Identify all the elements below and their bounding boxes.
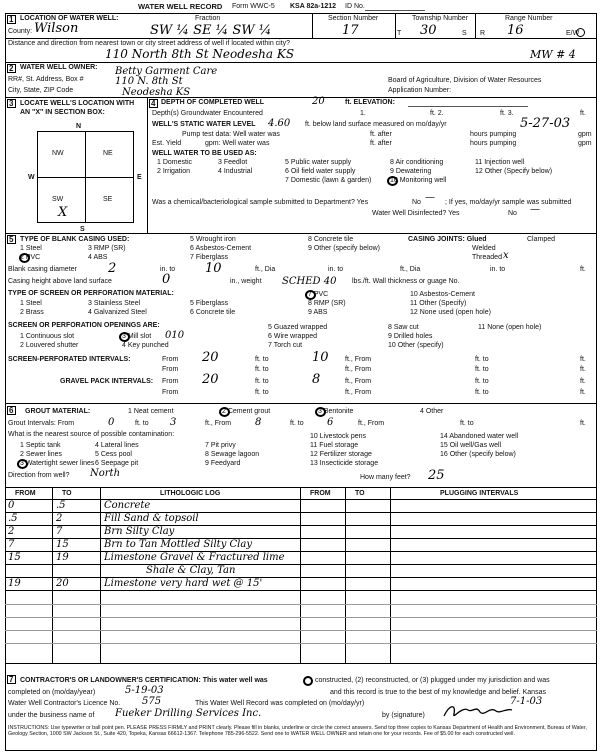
range-ew: E/W [566,30,580,37]
depth-label: DEPTH OF COMPLETED WELL [161,99,265,106]
township-label: Township Number [412,15,469,22]
static-date-value[interactable]: 5-27-03 [520,116,571,131]
south-label: S [80,226,85,233]
section-2-number: 2 [9,64,14,73]
bentonite-circle [315,407,326,417]
log-row: 0 .5 Concrete [6,500,596,513]
range-value[interactable]: 16 [507,23,524,38]
disinfected-label: Water Well Disinfected? Yes [372,210,460,217]
board-label: Board of Agriculture, Division of Water Resources [388,77,542,84]
grout-from-1[interactable]: 0 [108,417,115,428]
elevation-label: ft. ELEVATION: [345,99,395,106]
yield-label: Est. Yield [152,140,182,147]
log-row: 7 15 Brn to Tan Mottled Silty Clay [6,539,596,552]
city-value[interactable]: Neodesha KS [122,87,191,98]
north-label: N [76,123,82,130]
township-t: T [397,30,402,37]
pump-test-label: Pump test data: Well water was [182,131,280,138]
plug-from-header: FROM [310,490,331,497]
casing-diameter-value[interactable]: 2 [108,261,117,276]
east-west-circle [576,28,585,37]
gravel-from-value[interactable]: 20 [202,372,219,387]
county-value[interactable]: Wilson [34,21,79,36]
openings-label: SCREEN OR PERFORATION OPENINGS ARE: [8,322,160,329]
section-1-number: 1 [9,15,14,24]
casing-height-label: Casing height above land surface [8,278,112,285]
signature-mark [440,702,520,720]
grout-intervals-label: Grout Intervals: From [8,420,75,427]
plug-to-header: TO [355,490,365,497]
completed-date-value[interactable]: 5-19-03 [125,685,164,696]
log-row: 2 7 Brn Silty Clay [6,526,596,539]
township-s: S [462,30,467,37]
application-label: Application Number: [388,87,452,94]
fraction-label: Fraction [195,15,221,22]
groundwater-label: Depth(s) Groundwater Encountered [152,110,263,117]
monitoring-well-circle [387,176,398,186]
west-label: W [28,174,35,181]
city-label: City, State, ZIP Code [8,87,74,94]
grout-material-label: GROUT MATERIAL: [25,408,91,415]
location-label: LOCATION OF WATER WELL: [20,15,119,22]
casing-height-value[interactable]: 0 [162,272,171,287]
screen-material-label: TYPE OF SCREEN OR PERFORATION MATERIAL: [8,290,174,297]
casing-label: TYPE OF BLANK CASING USED: [20,236,130,243]
pvc-casing-circle [19,253,30,263]
static-level-label: WELL'S STATIC WATER LEVEL [152,121,256,128]
locate-label: LOCATE WELL'S LOCATION WITH AN "X" IN SECTION BOX: [20,100,135,116]
section-4-number: 4 [151,99,156,108]
static-level-value[interactable]: 4.60 [268,118,291,129]
log-row: 15 19 Limestone Gravel & Fractured lime [6,552,596,565]
distance-label: Distance and direction from nearest town or city street address of well if located within city? [8,40,291,47]
section-6-number: 6 [9,406,14,415]
rr-value[interactable]: 110 N. 8th St [115,76,183,87]
range-r: R [480,30,486,37]
depth-value[interactable]: 20 [312,96,325,107]
license-label: Water Well Contractor's Licence No. [8,700,121,707]
grout-from-2[interactable]: 8 [255,417,262,428]
watertight-sewer-circle [17,459,28,469]
ksa-number: KSA 82a-1212 [290,3,337,10]
grout-to-1[interactable]: 3 [170,417,177,428]
mill-slot-circle [119,332,130,342]
county-label: County: [8,28,33,35]
instructions-text: INSTRUCTIONS: Use typewriter or ball point pen. PLEASE PRESS FIRMLY and PRINT clearly. Please fill in blanks, underline or circle the correct answers. Send top three copies to Kansas Department of Health and Environment, Bureau of Water, Geology Section, 1000 SW Jackson St., Suite 420, Topeka, Kansas 66612-1367. Telephone 785-296-5522. Send one to WATER WELL OWNER and retain one for your records. Fee of $5.00 for each constructed well. [8,725,587,737]
joints-label: CASING JOINTS: Glued [408,236,487,243]
business-name-value[interactable]: Fueker Drilling Services Inc. [115,708,262,719]
se-label: SE [103,196,113,203]
range-label: Range Number [505,15,553,22]
form-title: WATER WELL RECORD [138,2,223,11]
mill-slot-value[interactable]: 010 [165,330,185,341]
certification-label: CONTRACTOR'S OR LANDOWNER'S CERTIFICATION: This water well was [20,677,268,684]
location-x-mark: X [58,205,68,220]
plugging-intervals-header: PLUGGING INTERVALS [440,490,519,497]
id-label: ID No. [345,3,365,10]
pvc-screen-circle [305,290,316,300]
perforated-to-value[interactable]: 10 [312,350,329,365]
section-7-number: 7 [9,675,14,684]
log-from-header: FROM [15,490,36,497]
township-value[interactable]: 30 [420,23,437,38]
section-number-label: Section Number [328,15,379,22]
constructed-circle [303,676,313,686]
casing-weight-value[interactable]: SCHED 40 [282,276,337,287]
how-many-feet-value[interactable]: 25 [428,468,445,483]
use-label: WELL WATER TO BE USED AS: [152,150,257,157]
log-row: Shale & Clay, Tan [6,565,596,578]
record-date-value[interactable]: 7-1-03 [510,696,543,707]
how-many-feet-label: How many feet? [360,474,411,481]
perforated-intervals-label: SCREEN-PERFORATED INTERVALS: [8,356,131,363]
direction-value[interactable]: North [90,468,121,479]
chem-sample-label: Was a chemical/bacteriological sample submitted to Department? Yes [152,199,369,206]
fraction-value[interactable]: SW ¼ SE ¼ SW ¼ [150,23,272,38]
grout-to-2[interactable]: 6 [327,417,334,428]
sw-label: SW [52,196,64,203]
log-row: .5 2 Fill Sand & topsoil [6,513,596,526]
gravel-pack-label: GRAVEL PACK INTERVALS: [60,378,154,385]
business-name-label: under the business name of [8,712,95,719]
water-well-record-form: WATER WELL RECORD Form WWC-5 KSA 82a-1212 ID No. 1 LOCATION OF WATER WELL: County: Wilson Fraction SW ¼ SE ¼ SW ¼ Section Number 17 Township Number T 30 S Range Number R 16 E/W Distance and direction from nearest town or city street address of well if located within city? 110 North 8th St Neodesha KS MW # 4 2 WATER WELL OWNER: Betty Garment Care RR#, St. Address, Box # 110 N. 8th St City, State, ZIP Code Neodesha KS Board of Agriculture, Division of Water Resources Application Number: 3 LOCATE WELL'S LOCATION WITH AN "X" IN SECTION BOX: N NW NE SW SE W E S X 4 DEPTH OF COMPLETED WELL 20 ft. ELEVATION: Depth(s) Groundwater Encountered 1. ft. 2. ft. 3. ft. WELL'S STATIC WATER LEVEL 4.60 ft. below land surface measured on mo/day/yr 5-27-03 Pump test data: Well water was ft. after hours pumping gpm Est. Yield gpm: Well water was ft. after hours pumping gpm WELL WATER TO BE USED AS: 1 Domestic 3 Feedlot 5 Public water supply 8 Air conditioning 11 Injection well 2 Irrigation 4 Industrial 6 Oil field water supply 7 Domestic (lawn & garden) 9 Dewatering 10 Monitoring well 12 Other (Specify below) Was a chemical/bacteriological sample submitted to Department? Yes No — ; If yes, mo/day/yr sample was submitted Water Well Disinfected? Yes No — 5 TYPE OF BLANK CASING USED: 1 Steel 3 RMP (SR) 5 Wrought iron 8 Concrete tile 2 PVC 4 ABS 6 Asbestos-Cement 9 Other (specify below) 7 Fiberglass CASING JOINTS: Glued Clamped Welded Threaded x Blank casing diameter 2 in. to 10 ft., Dia in. to ft., Dia in. to ft. Casing height above land surface 0 in., weight SCHED 40 lbs./ft. Wall thickness or guage No. TYPE OF SCREEN OR PERFORATION MATERIAL: 1 Steel 3 Stainless Steel 5 Fiberglass 7 PVC 10 Asbestos-Cement 2 Brass 4 Galvanized Steel 6 Concrete tile 8 RMP (SR) 11 Other (Specify) 9 ABS 12 None used (open hole) SCREEN OR PERFORATION OPENINGS ARE: 1 Continuous slot 3 Mill slot 010 5 Guazed wrapped 8 Saw cut 11 None (open hole) 2 Louvered shutter 4 Key punched 6 Wire wrapped 9 Drilled holes 7 Torch cut 10 Other (specify) SCREEN-PERFORATED INTERVALS: From 20 ft. to 10 ft., From ft. to ft. From ft. to ft., From ft. to ft. GRAVEL PACK INTERVALS: From 20 ft. to 8 ft., From ft. to ft. From ft. to ft., From ft. to ft. 6 GROUT MATERIAL: 1 Neat cement 2 Cement grout 3 Bentonite 4 Other Grout Intervals: From 0 ft. to 3 ft., From 8 ft. to 6 ft., From ft. to ft. What is the nearest source of possible contamination: 1 Septic tank 4 Lateral lines 7 Pit privy 10 Livestock pens 14 Abandoned water well 2 Sewer lines 5 Cess pool 8 Sewage lagoon 11 Fuel storage 15 Oil well/Gas well 3 Watertight sewer lines 6 Seepage pit 9 Feedyard 12 Fertilizer storage 16 Other (specify below) 13 Insecticide storage Direction from well? North How many feet? 25 FROM TO LITHOLOGIC LOG FROM TO PLUGGING INTERVALS 0 .5 Concrete .5 2 Fill Sand & topsoil 2 7 Brn Silty Clay 7 15 Brn to Tan Mottled Silty Clay 15 19 Limestone Gravel & Fractured lime Shale & Clay, Tan 19 20 Limestone very hard wet @ 15' 7 CONTRACTOR'S OR LANDOWNER'S CERTIFICATION: This water well was constructed, (2) reconstructed, or (3) plugged under my jurisdiction and was completed on (mo/day/year) 5-19-03 and this record is true to the best of my knowledge and belief. Kansas Water Well Contractor's Licence No. 575 This Water Well Record was completed on (mo/day/yr) 7-1-03 under the business name of Fueker Drilling Services Inc. by (signature) INSTRUCTIONS: Use typewriter or ball point pen. PLEASE PRESS FIRMLY and PRINT clearly. Please fill in blanks, underline or circle the correct answers. Send top three copies to Kansas Department of Health and Environment, Bureau of Water, Geology Section, 1000 SW Jackson St., Suite 420, Topeka, Kansas 66612-1367. Telephone 785-296-5522. Send one to WATER WELL OWNER and retain one for your records. Fee of $5.00 for each constructed well. [0,0,600,755]
section-number-value[interactable]: 17 [342,23,359,38]
ne-label: NE [103,150,113,157]
license-value[interactable]: 575 [142,696,162,707]
owner-label: WATER WELL OWNER: [20,64,98,71]
completed-label: completed on (mo/day/year) [8,689,96,696]
perforated-from-value[interactable]: 20 [202,350,219,365]
gravel-to-value[interactable]: 8 [312,372,321,387]
contamination-label: What is the nearest source of possible contamination: [8,431,175,438]
mw-value[interactable]: MW # 4 [530,48,576,61]
owner-value[interactable]: Betty Garment Care [115,66,218,77]
nw-label: NW [52,150,64,157]
rr-label: RR#, St. Address, Box # [8,76,84,83]
form-number: Form WWC-5 [232,3,275,10]
direction-label: Direction from well? [8,472,70,479]
casing-depth-value[interactable]: 10 [205,261,222,276]
id-field-line [365,10,425,11]
distance-value[interactable]: 110 North 8th St Neodesha KS [105,47,295,61]
section-3-number: 3 [9,99,14,108]
lithologic-log-header: LITHOLOGIC LOG [160,490,221,497]
section-5-number: 5 [9,235,14,244]
cement-grout-circle [219,407,230,417]
signature-label: by (signature) [382,712,425,719]
casing-diameter-label: Blank casing diameter [8,266,77,273]
static-tail: ft. below land surface measured on mo/day/yr [305,121,447,128]
log-row: 19 20 Limestone very hard wet @ 15' [6,578,596,591]
east-label: E [137,174,142,181]
log-to-header: TO [62,490,72,497]
